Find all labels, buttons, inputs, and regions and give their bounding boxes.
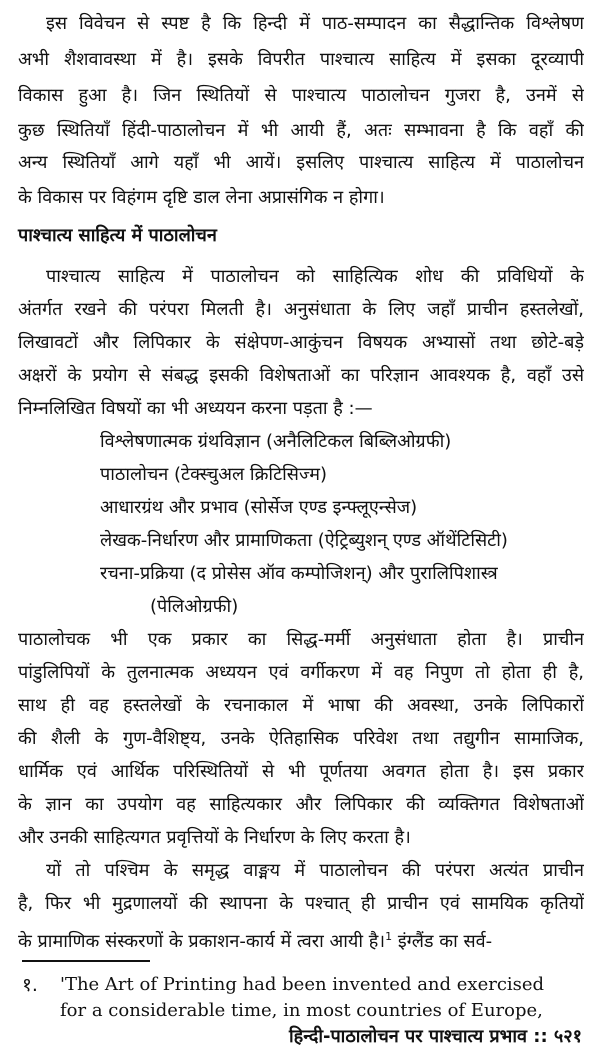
text-line: लिखावटों और लिपिकार के संक्षेपण-आकुंचन विषयक अभ्यासों तथा छोटे-बड़े — [18, 332, 584, 353]
text-line: और उनकी साहित्यगत प्रवृत्तियों के निर्धारण के लिए करता है। — [18, 827, 411, 848]
list-item: पाठालोचन (टेक्स्चुअल क्रिटिसिज्म) — [100, 464, 328, 485]
section-heading: पाश्चात्य साहित्य में पाठालोचन — [18, 225, 217, 246]
text-line: की शैली के गुण-वैशिष्ट्य, उनके ऐतिहासिक परिवेश तथा तद्युगीन सामाजिक, — [18, 728, 584, 749]
text-line: यों तो पश्चिम के समृद्ध वाङ्मय में पाठालोचन की परंपरा अत्यंत प्राचीन — [46, 860, 584, 881]
footnote-line: 'The Art of Printing had been invented and exercised — [60, 974, 545, 995]
text-line: अंतर्गत रखने की परंपरा मिलती है। अनुसंधाता के लिए जहाँ प्राचीन हस्तलेखों, — [18, 299, 584, 320]
text-line: अक्षरों के प्रयोग से संबद्ध इसकी विशेषताओं का परिज्ञान आवश्यक है, वहाँ उसे — [18, 365, 584, 386]
text-line: निम्नलिखित विषयों का भी अध्ययन करना पड़ता है :— — [18, 398, 373, 419]
text-line: साथ ही वह हस्तलेखों के रचनाकाल में भाषा की अवस्था, उनके लिपिकारों — [18, 695, 584, 716]
list-item: आधारग्रंथ और प्रभाव (सोर्सेज एण्ड इन्फ्लूएन्सेज) — [100, 497, 418, 518]
running-footer: हिन्दी-पाठालोचन पर पाश्चात्य प्रभाव :: ५२१ — [288, 1026, 582, 1047]
footnote-separator — [22, 960, 150, 962]
text-line: है, फिर भी मुद्रणालयों की स्थापना के पश्चात् ही प्राचीन एवं सामयिक कृतियों — [18, 893, 584, 914]
footnote-number: १. — [22, 974, 38, 996]
text-segment: के प्रामाणिक संस्करणों के प्रकाशन-कार्य में त्वरा आयी है। — [18, 931, 386, 952]
text-line: अभी शैशवावस्था में है। इसके विपरीत पाश्चात्य साहित्य में इसका दूरव्यापी — [18, 49, 584, 70]
text-line: पांडुलिपियों के तुलनात्मक अध्ययन एवं वर्गीकरण में वह निपुण तो होता ही है, — [18, 662, 584, 683]
text-line-with-note — [18, 922, 584, 952]
text-line: के विकास पर विहंगम दृष्टि डाल लेना अप्रासंगिक न होगा। — [18, 187, 385, 208]
text-line: विकास हुआ है। जिन स्थितियों से पाश्चात्य पाठालोचन गुजरा है, उनमें से — [18, 85, 584, 106]
text-line: पाठालोचक भी एक प्रकार का सिद्ध-मर्मी अनुसंधाता होता है। प्राचीन — [18, 629, 584, 650]
text-line: के ज्ञान का उपयोग वह साहित्यकार और लिपिकार की व्यक्तिगत विशेषताओं — [18, 794, 584, 815]
list-item: लेखक-निर्धारण और प्रामाणिकता (ऐट्रिब्युशन् एण्ड ऑथेंटिसिटी) — [100, 530, 508, 551]
text-line: पाश्चात्य साहित्य में पाठालोचन को साहित्यिक शोध की प्रविधियों के — [46, 266, 584, 287]
footnote-line: for a considerable time, in most countries of Europe, — [60, 1000, 543, 1021]
text-line: धार्मिक एवं आर्थिक परिस्थितियों से भी पूर्णतया अवगत होता है। इस प्रकार — [18, 761, 584, 782]
list-item-continuation: (पेलिओग्रफी) — [150, 596, 239, 617]
list-item: विश्लेषणात्मक ग्रंथविज्ञान (अनैलिटिकल बिब्लिओग्रफी) — [100, 431, 452, 452]
text-line: कुछ स्थितियाँ हिंदी-पाठालोचन में भी आयी हैं, अतः सम्भावना है कि वहाँ की — [18, 120, 584, 141]
text-line: अन्य स्थितियाँ आगे यहाँ भी आयें। इसलिए पाश्चात्य साहित्य में पाठालोचन — [18, 152, 584, 173]
list-item: रचना-प्रक्रिया (द प्रोसेस ऑव कम्पोजिशन्) और पुरालिपिशास्त्र — [100, 563, 498, 584]
text-segment: इंग्लैंड का सर्व- — [392, 931, 493, 952]
text-line: इस विवेचन से स्पष्ट है कि हिन्दी में पाठ-सम्पादन का सैद्धान्तिक विश्लेषण — [46, 13, 584, 34]
footnote-reference[interactable]: 1 — [385, 930, 393, 943]
